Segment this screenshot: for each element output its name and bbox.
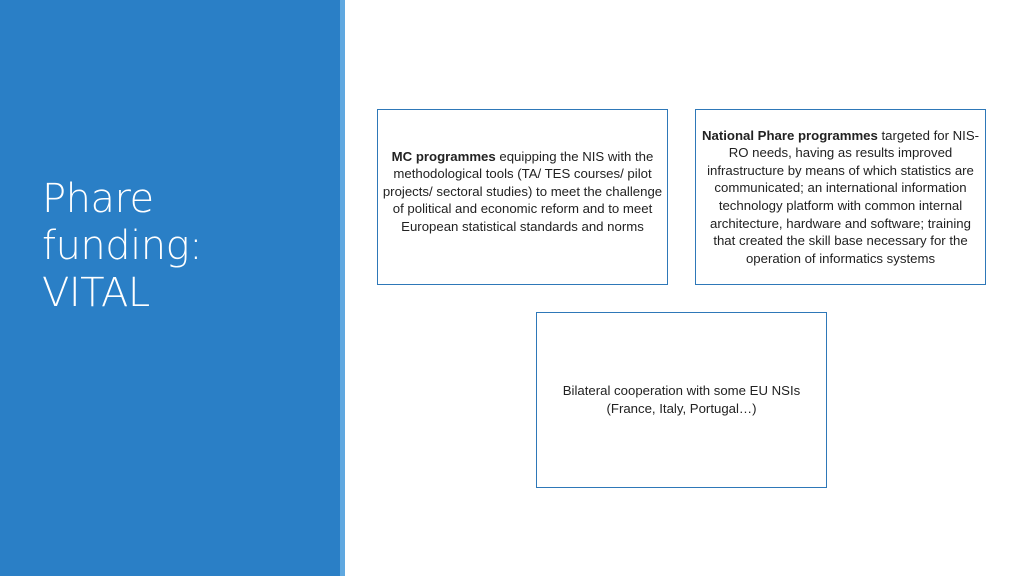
slide-title-line-1: Phare bbox=[42, 176, 154, 222]
bilateral-cooperation-text: Bilateral cooperation with some EU NSIs (France, Italy, Portugal…) bbox=[562, 383, 801, 416]
mc-programmes-text bbox=[378, 148, 667, 236]
national-phare-box bbox=[695, 109, 986, 285]
national-phare-heading: National Phare programmes bbox=[701, 127, 878, 143]
national-phare-text bbox=[696, 127, 985, 268]
slide-title bbox=[42, 176, 322, 317]
mc-programmes-box bbox=[377, 109, 668, 285]
national-phare-body: targeted for NIS-RO needs, having as results improved infrastructure by means of which statistics are communicated; an international information technology platform with common internal architecture, hardware and software; training that created the skill base necessary for the operation of informatics systems bbox=[707, 127, 980, 266]
slide-title-line-3: VITAL bbox=[42, 270, 150, 316]
mc-programmes-body: equipping the NIS with the methodological tools (TA/ TES courses/ pilot projects/ sectoral studies) to meet the challenge of political and economic reform and to meet European statistical standards and norms bbox=[382, 148, 663, 234]
mc-programmes-heading: MC programmes bbox=[391, 148, 496, 164]
slide-title-line-2: funding: bbox=[42, 223, 203, 269]
panel-edge-accent bbox=[340, 0, 345, 576]
bilateral-cooperation-box bbox=[536, 312, 827, 488]
